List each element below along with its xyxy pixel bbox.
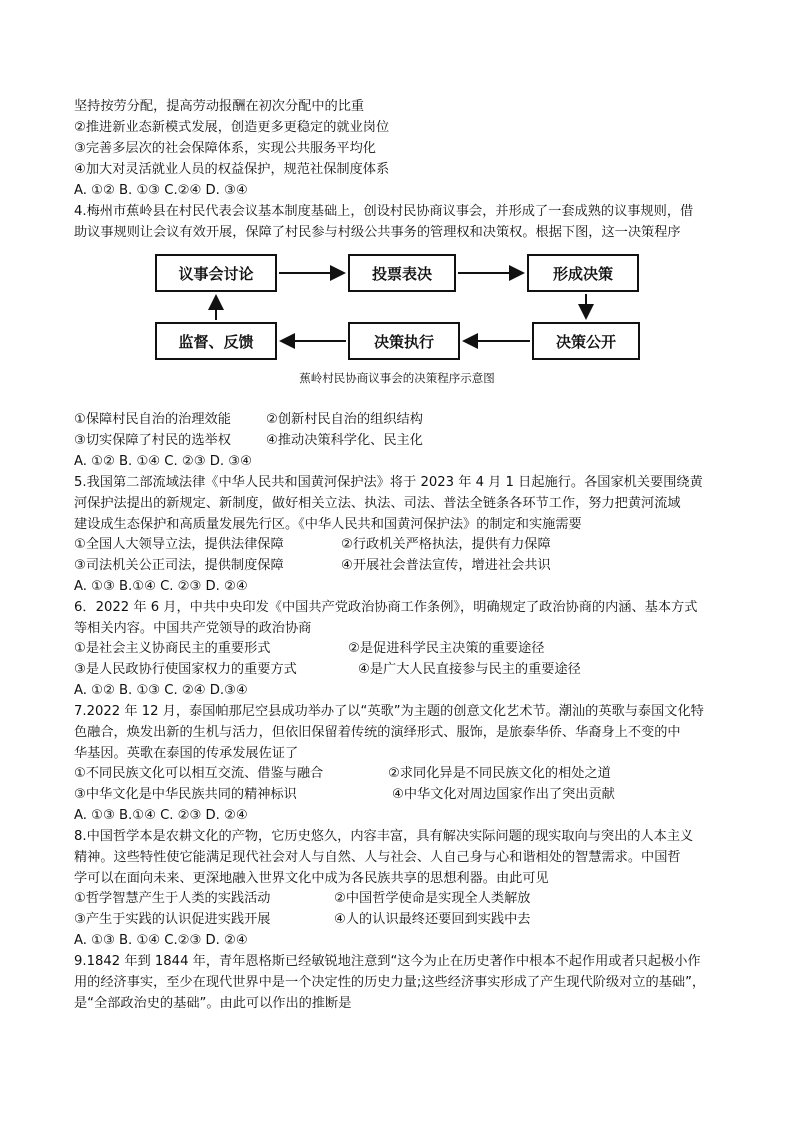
option: ③产生于实践的认识促进实践开展 xyxy=(74,912,271,927)
option: ③司法机关公正司法，提供制度保障 xyxy=(74,558,284,573)
question-4-stem: 4.梅州市蕉岭县在村民代表会议基本制度基础上，创设村民协商议事会，并形成了一套成熟的议事规则，借 xyxy=(74,204,694,219)
question-5-stem: 5.我国第二部流域法律《中华人民共和国黄河保护法》将于 2023 年 4 月 1 日起施行。各国家机关要围绕黄 xyxy=(74,475,703,490)
box-publish: 决策公开 xyxy=(532,322,640,360)
option-line: ③完善多层次的社会保障体系，实现公共服务平均化 xyxy=(74,141,376,156)
option-line: ④加大对灵活就业人员的权益保护，规范社保制度体系 xyxy=(74,162,390,177)
question-8-stem: 学可以在面向未来、更深地融入世界文化中成为各民族共享的思想利器。由此可见 xyxy=(74,871,549,886)
option-line: ②推进新业态新模式发展，创造更多更稳定的就业岗位 xyxy=(74,120,390,135)
flow-arrows xyxy=(150,250,648,362)
option: ②求同化异是不同民族文化的相处之道 xyxy=(388,766,611,781)
answer-choices: A. ①③ B. ①④ C.②③ D. ②④ xyxy=(74,933,248,948)
option: ①不同民族文化可以相互交流、借鉴与融合 xyxy=(74,766,324,781)
answer-choices: A. ①② B. ①③ C. ②④ D.③④ xyxy=(74,683,248,698)
option: ②是促进科学民主决策的重要途径 xyxy=(348,641,545,656)
answer-choices: A. ①② B. ①④ C. ②③ D. ③④ xyxy=(74,454,252,469)
question-6-stem: 6．2022 年 6 月，中共中央印发《中国共产党政治协商工作条例》，明确规定了政治协商的内涵、基本方式 xyxy=(74,600,698,615)
answer-choices: A. ①② B. ①③ C.②④ D. ③④ xyxy=(74,183,248,198)
answer-choices: A. ①③ B.①④ C. ②③ D. ②④ xyxy=(74,579,248,594)
question-7-stem: 色融合，焕发出新的生机与活力，但依旧保留着传统的演绎形式、服饰，是旅泰华侨、华裔身上不变的中 xyxy=(74,725,681,740)
option: ④推动决策科学化、民主化 xyxy=(266,433,423,448)
question-4-stem: 助议事规则让会议有效开展，保障了村民参与村级公共事务的管理权和决策权。根据下图，这一决策程序 xyxy=(74,225,681,240)
question-5-stem: 河保护法提出的新规定、新制度，做好相关立法、执法、司法、普法全链条各环节工作，努力把黄河流域 xyxy=(74,496,681,511)
option: ①哲学智慧产生于人类的实践活动 xyxy=(74,891,271,906)
flow-diagram xyxy=(150,250,648,362)
option: ③切实保障了村民的选举权 xyxy=(74,433,231,448)
option: ①是社会主义协商民主的重要形式 xyxy=(74,641,271,656)
option: ③是人民政协行使国家权力的重要方式 xyxy=(74,662,297,677)
box-decision: 形成决策 xyxy=(527,254,639,292)
question-8-stem: 精神。这些特性使它能满足现代社会对人与自然、人与社会、人自己身与心和谐相处的智慧需求。中国哲 xyxy=(74,850,681,865)
text-line: 坚持按劳分配，提高劳动报酬在初次分配中的比重 xyxy=(74,99,365,114)
question-9-stem: 是“全部政治史的基础”。由此可以作出的推断是 xyxy=(74,996,352,1011)
question-7-stem: 华基因。英歌在泰国的传承发展佐证了 xyxy=(74,746,299,761)
box-execute: 决策执行 xyxy=(348,322,460,360)
option: ②中国哲学使命是实现全人类解放 xyxy=(334,891,531,906)
question-8-stem: 8.中国哲学本是农耕文化的产物，它历史悠久，内容丰富，具有解决实际问题的现实取向与突出的人本主义 xyxy=(74,829,694,844)
box-supervise: 监督、反馈 xyxy=(155,322,277,360)
option: ①保障村民自治的治理效能 xyxy=(74,412,231,427)
option: ④中华文化对周边国家作出了突出贡献 xyxy=(392,787,615,802)
option: ④人的认识最终还要回到实践中去 xyxy=(334,912,531,927)
option: ④是广大人民直接参与民主的重要途径 xyxy=(358,662,581,677)
question-7-stem: 7.2022 年 12 月，泰国帕那尼空县成功举办了以“英歌”为主题的创意文化艺术节。潮汕的英歌与泰国文化特 xyxy=(74,704,704,719)
box-voting: 投票表决 xyxy=(348,254,456,292)
question-5-stem: 建设成生态保护和高质量发展先行区。《中华人民共和国黄河保护法》的制定和实施需要 xyxy=(74,517,582,532)
option: ③中华文化是中华民族共同的精神标识 xyxy=(74,787,297,802)
question-6-stem: 等相关内容。中国共产党领导的政治协商 xyxy=(74,621,312,636)
answer-choices: A. ①③ B.①④ C. ②③ D. ②④ xyxy=(74,808,248,823)
option: ②行政机关严格执法，提供有力保障 xyxy=(341,537,551,552)
question-9-stem: 用的经济事实，至少在现代世界中是一个决定性的历史力量;这些经济事实形成了产生现代阶级对立的基础”， xyxy=(74,975,706,990)
option: ②创新村民自治的组织结构 xyxy=(266,412,423,427)
question-9-stem: 9.1842 年到 1844 年，青年恩格斯已经敏锐地注意到“这今为止在历史著作中根本不起作用或者只起极小作 xyxy=(74,954,701,969)
box-discussion: 议事会讨论 xyxy=(155,254,277,292)
option: ①全国人大领导立法，提供法律保障 xyxy=(74,537,284,552)
option: ④开展社会普法宣传，增进社会共识 xyxy=(341,558,551,573)
diagram-caption: 蕉岭村民协商议事会的决策程序示意图 xyxy=(299,371,495,385)
